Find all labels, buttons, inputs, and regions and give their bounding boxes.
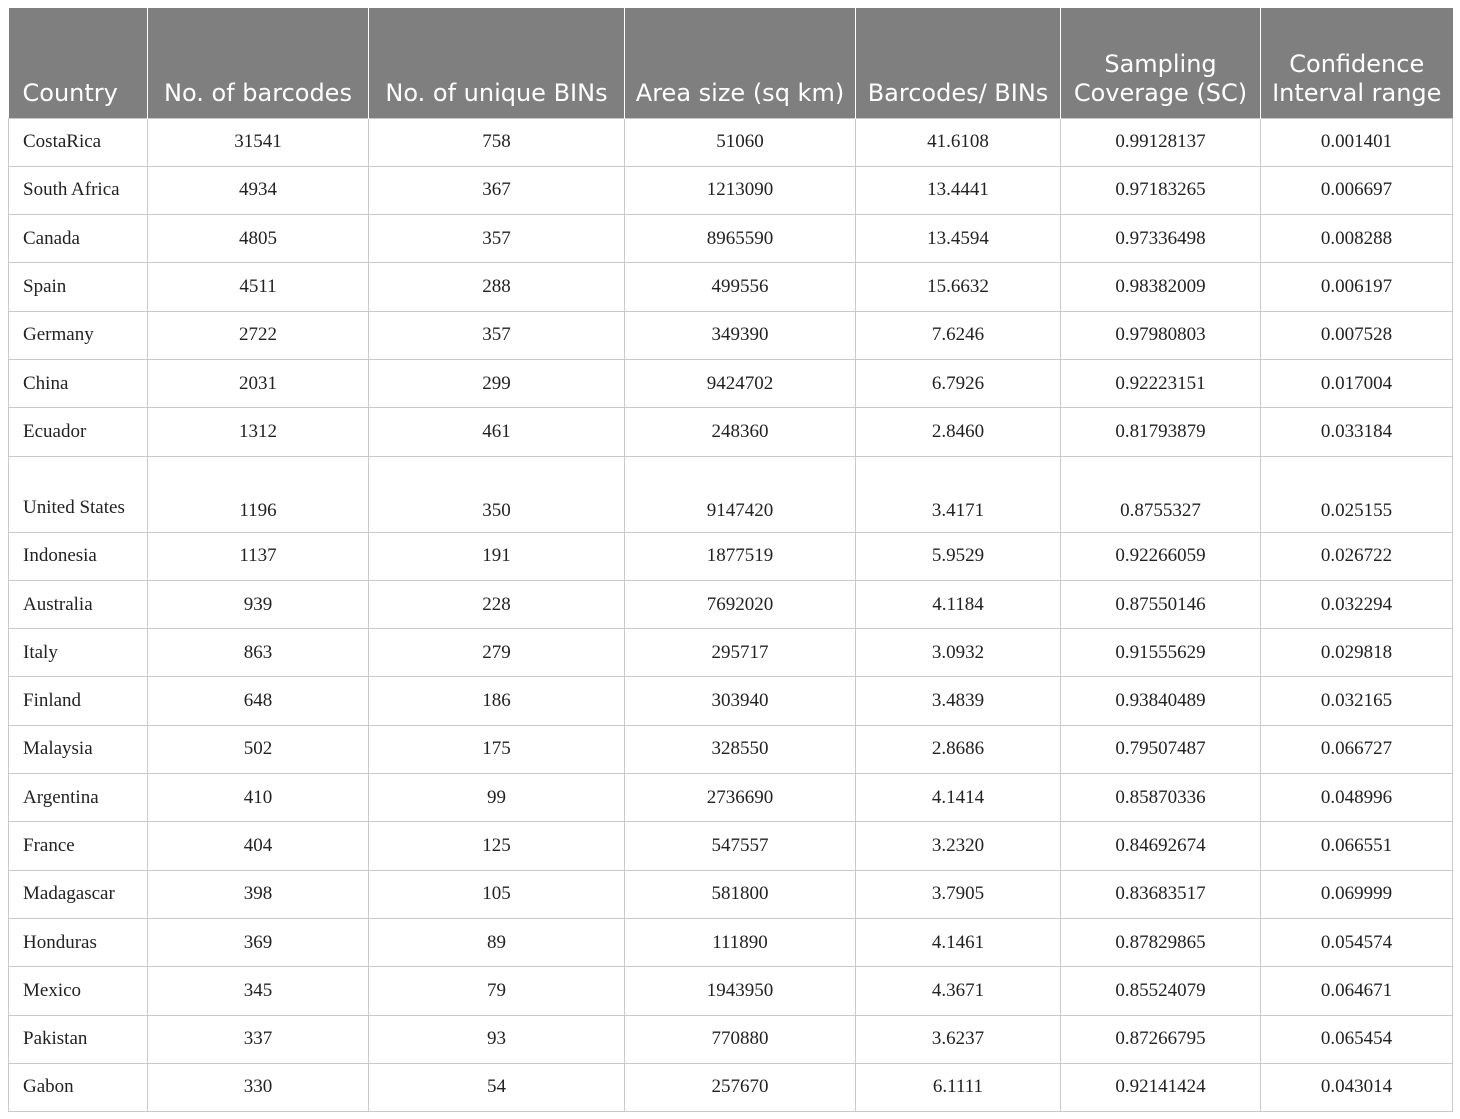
table-row — [9, 215, 1453, 263]
cell-barcodes: 410 — [148, 774, 369, 822]
cell-sampling-coverage: 0.99128137 — [1061, 118, 1261, 166]
cell-sampling-coverage: 0.84692674 — [1061, 822, 1261, 870]
cell-country: Madagascar — [9, 870, 148, 918]
table-row — [9, 725, 1453, 773]
cell-area-size: 295717 — [625, 629, 856, 677]
cell-area-size: 8965590 — [625, 215, 856, 263]
cell-barcodes-per-bin: 41.6108 — [856, 118, 1061, 166]
cell-sampling-coverage: 0.93840489 — [1061, 677, 1261, 725]
cell-area-size: 257670 — [625, 1063, 856, 1111]
cell-area-size: 770880 — [625, 1015, 856, 1063]
cell-sampling-coverage: 0.85870336 — [1061, 774, 1261, 822]
cell-sampling-coverage: 0.87829865 — [1061, 918, 1261, 966]
table-row — [9, 456, 1453, 532]
cell-sampling-coverage: 0.97183265 — [1061, 166, 1261, 214]
cell-sampling-coverage: 0.98382009 — [1061, 263, 1261, 311]
cell-sampling-coverage: 0.92266059 — [1061, 532, 1261, 580]
table-row — [9, 408, 1453, 456]
cell-country: Spain — [9, 263, 148, 311]
cell-confidence-interval: 0.026722 — [1261, 532, 1453, 580]
table-row — [9, 532, 1453, 580]
cell-sampling-coverage: 0.85524079 — [1061, 967, 1261, 1015]
cell-barcodes: 398 — [148, 870, 369, 918]
cell-sampling-coverage: 0.87550146 — [1061, 580, 1261, 628]
cell-barcodes-per-bin: 7.6246 — [856, 311, 1061, 359]
cell-area-size: 547557 — [625, 822, 856, 870]
country-barcode-table — [8, 8, 1453, 1112]
cell-barcodes-per-bin: 4.1414 — [856, 774, 1061, 822]
table-row — [9, 1015, 1453, 1063]
cell-area-size: 51060 — [625, 118, 856, 166]
cell-area-size: 499556 — [625, 263, 856, 311]
table-row — [9, 774, 1453, 822]
cell-country: Gabon — [9, 1063, 148, 1111]
table-row — [9, 870, 1453, 918]
cell-barcodes-per-bin: 13.4594 — [856, 215, 1061, 263]
cell-sampling-coverage: 0.87266795 — [1061, 1015, 1261, 1063]
cell-area-size: 1213090 — [625, 166, 856, 214]
cell-country: Indonesia — [9, 532, 148, 580]
cell-country: China — [9, 359, 148, 407]
header-barcodes: No. of barcodes — [148, 8, 369, 118]
cell-unique-bins: 357 — [369, 215, 625, 263]
cell-confidence-interval: 0.032165 — [1261, 677, 1453, 725]
cell-barcodes: 863 — [148, 629, 369, 677]
cell-confidence-interval: 0.032294 — [1261, 580, 1453, 628]
cell-country: Mexico — [9, 967, 148, 1015]
cell-unique-bins: 54 — [369, 1063, 625, 1111]
table-row — [9, 263, 1453, 311]
cell-barcodes: 330 — [148, 1063, 369, 1111]
cell-barcodes: 4934 — [148, 166, 369, 214]
cell-country: Pakistan — [9, 1015, 148, 1063]
header-barcodes-per-bin: Barcodes/ BINs — [856, 8, 1061, 118]
table-row — [9, 580, 1453, 628]
cell-barcodes-per-bin: 4.3671 — [856, 967, 1061, 1015]
cell-barcodes-per-bin: 2.8686 — [856, 725, 1061, 773]
cell-barcodes: 2722 — [148, 311, 369, 359]
cell-barcodes-per-bin: 13.4441 — [856, 166, 1061, 214]
cell-confidence-interval: 0.017004 — [1261, 359, 1453, 407]
header-unique-bins: No. of unique BINs — [369, 8, 625, 118]
cell-unique-bins: 288 — [369, 263, 625, 311]
cell-barcodes-per-bin: 3.0932 — [856, 629, 1061, 677]
cell-barcodes-per-bin: 3.4839 — [856, 677, 1061, 725]
cell-area-size: 248360 — [625, 408, 856, 456]
cell-confidence-interval: 0.043014 — [1261, 1063, 1453, 1111]
cell-barcodes-per-bin: 6.1111 — [856, 1063, 1061, 1111]
cell-country: United States — [9, 456, 148, 532]
cell-unique-bins: 191 — [369, 532, 625, 580]
cell-confidence-interval: 0.065454 — [1261, 1015, 1453, 1063]
cell-barcodes: 369 — [148, 918, 369, 966]
cell-barcodes: 4805 — [148, 215, 369, 263]
cell-country: Ecuador — [9, 408, 148, 456]
cell-confidence-interval: 0.064671 — [1261, 967, 1453, 1015]
cell-barcodes: 939 — [148, 580, 369, 628]
cell-confidence-interval: 0.025155 — [1261, 456, 1453, 532]
cell-area-size: 2736690 — [625, 774, 856, 822]
cell-barcodes: 404 — [148, 822, 369, 870]
cell-barcodes-per-bin: 5.9529 — [856, 532, 1061, 580]
cell-sampling-coverage: 0.92223151 — [1061, 359, 1261, 407]
cell-country: South Africa — [9, 166, 148, 214]
cell-area-size: 9424702 — [625, 359, 856, 407]
cell-country: Canada — [9, 215, 148, 263]
cell-area-size: 7692020 — [625, 580, 856, 628]
cell-area-size: 581800 — [625, 870, 856, 918]
cell-unique-bins: 367 — [369, 166, 625, 214]
cell-area-size: 111890 — [625, 918, 856, 966]
cell-country: Australia — [9, 580, 148, 628]
header-country: Country — [9, 8, 148, 118]
cell-barcodes-per-bin: 3.2320 — [856, 822, 1061, 870]
table-row — [9, 822, 1453, 870]
table-row — [9, 1063, 1453, 1111]
table-row — [9, 677, 1453, 725]
cell-sampling-coverage: 0.97980803 — [1061, 311, 1261, 359]
cell-unique-bins: 175 — [369, 725, 625, 773]
cell-unique-bins: 89 — [369, 918, 625, 966]
table-row — [9, 918, 1453, 966]
cell-barcodes: 1137 — [148, 532, 369, 580]
cell-unique-bins: 461 — [369, 408, 625, 456]
cell-barcodes: 648 — [148, 677, 369, 725]
cell-unique-bins: 758 — [369, 118, 625, 166]
cell-barcodes: 31541 — [148, 118, 369, 166]
cell-country: Honduras — [9, 918, 148, 966]
cell-country: France — [9, 822, 148, 870]
cell-barcodes-per-bin: 3.4171 — [856, 456, 1061, 532]
cell-confidence-interval: 0.054574 — [1261, 918, 1453, 966]
cell-unique-bins: 79 — [369, 967, 625, 1015]
data-table-container — [8, 8, 1452, 1112]
cell-sampling-coverage: 0.8755327 — [1061, 456, 1261, 532]
cell-sampling-coverage: 0.83683517 — [1061, 870, 1261, 918]
table-row — [9, 359, 1453, 407]
cell-sampling-coverage: 0.81793879 — [1061, 408, 1261, 456]
cell-barcodes-per-bin: 3.6237 — [856, 1015, 1061, 1063]
cell-barcodes-per-bin: 2.8460 — [856, 408, 1061, 456]
cell-country: Italy — [9, 629, 148, 677]
cell-area-size: 303940 — [625, 677, 856, 725]
cell-barcodes: 337 — [148, 1015, 369, 1063]
cell-confidence-interval: 0.069999 — [1261, 870, 1453, 918]
cell-area-size: 349390 — [625, 311, 856, 359]
cell-barcodes: 2031 — [148, 359, 369, 407]
cell-barcodes-per-bin: 15.6632 — [856, 263, 1061, 311]
cell-confidence-interval: 0.033184 — [1261, 408, 1453, 456]
cell-unique-bins: 105 — [369, 870, 625, 918]
cell-confidence-interval: 0.048996 — [1261, 774, 1453, 822]
cell-unique-bins: 186 — [369, 677, 625, 725]
cell-confidence-interval: 0.006697 — [1261, 166, 1453, 214]
cell-confidence-interval: 0.008288 — [1261, 215, 1453, 263]
cell-area-size: 328550 — [625, 725, 856, 773]
cell-confidence-interval: 0.066551 — [1261, 822, 1453, 870]
cell-unique-bins: 93 — [369, 1015, 625, 1063]
table-row — [9, 629, 1453, 677]
header-sampling-coverage: Sampling Coverage (SC) — [1061, 8, 1261, 118]
cell-sampling-coverage: 0.91555629 — [1061, 629, 1261, 677]
cell-barcodes: 345 — [148, 967, 369, 1015]
cell-barcodes: 502 — [148, 725, 369, 773]
cell-unique-bins: 299 — [369, 359, 625, 407]
table-row — [9, 118, 1453, 166]
cell-unique-bins: 357 — [369, 311, 625, 359]
cell-barcodes-per-bin: 6.7926 — [856, 359, 1061, 407]
cell-confidence-interval: 0.029818 — [1261, 629, 1453, 677]
header-confidence-interval: Confidence Interval range — [1261, 8, 1453, 118]
cell-barcodes: 4511 — [148, 263, 369, 311]
cell-country: CostaRica — [9, 118, 148, 166]
header-area-size: Area size (sq km) — [625, 8, 856, 118]
cell-barcodes: 1196 — [148, 456, 369, 532]
cell-country: Finland — [9, 677, 148, 725]
cell-area-size: 1877519 — [625, 532, 856, 580]
cell-unique-bins: 279 — [369, 629, 625, 677]
cell-country: Germany — [9, 311, 148, 359]
table-row — [9, 311, 1453, 359]
cell-barcodes-per-bin: 3.7905 — [856, 870, 1061, 918]
cell-country: Argentina — [9, 774, 148, 822]
table-row — [9, 967, 1453, 1015]
cell-barcodes-per-bin: 4.1184 — [856, 580, 1061, 628]
cell-country: Malaysia — [9, 725, 148, 773]
cell-confidence-interval: 0.066727 — [1261, 725, 1453, 773]
cell-unique-bins: 99 — [369, 774, 625, 822]
cell-area-size: 9147420 — [625, 456, 856, 532]
cell-sampling-coverage: 0.79507487 — [1061, 725, 1261, 773]
cell-sampling-coverage: 0.92141424 — [1061, 1063, 1261, 1111]
cell-unique-bins: 125 — [369, 822, 625, 870]
cell-unique-bins: 228 — [369, 580, 625, 628]
cell-confidence-interval: 0.007528 — [1261, 311, 1453, 359]
cell-sampling-coverage: 0.97336498 — [1061, 215, 1261, 263]
header-row — [9, 8, 1453, 118]
cell-unique-bins: 350 — [369, 456, 625, 532]
cell-confidence-interval: 0.006197 — [1261, 263, 1453, 311]
table-row — [9, 166, 1453, 214]
cell-barcodes: 1312 — [148, 408, 369, 456]
cell-area-size: 1943950 — [625, 967, 856, 1015]
cell-confidence-interval: 0.001401 — [1261, 118, 1453, 166]
cell-barcodes-per-bin: 4.1461 — [856, 918, 1061, 966]
